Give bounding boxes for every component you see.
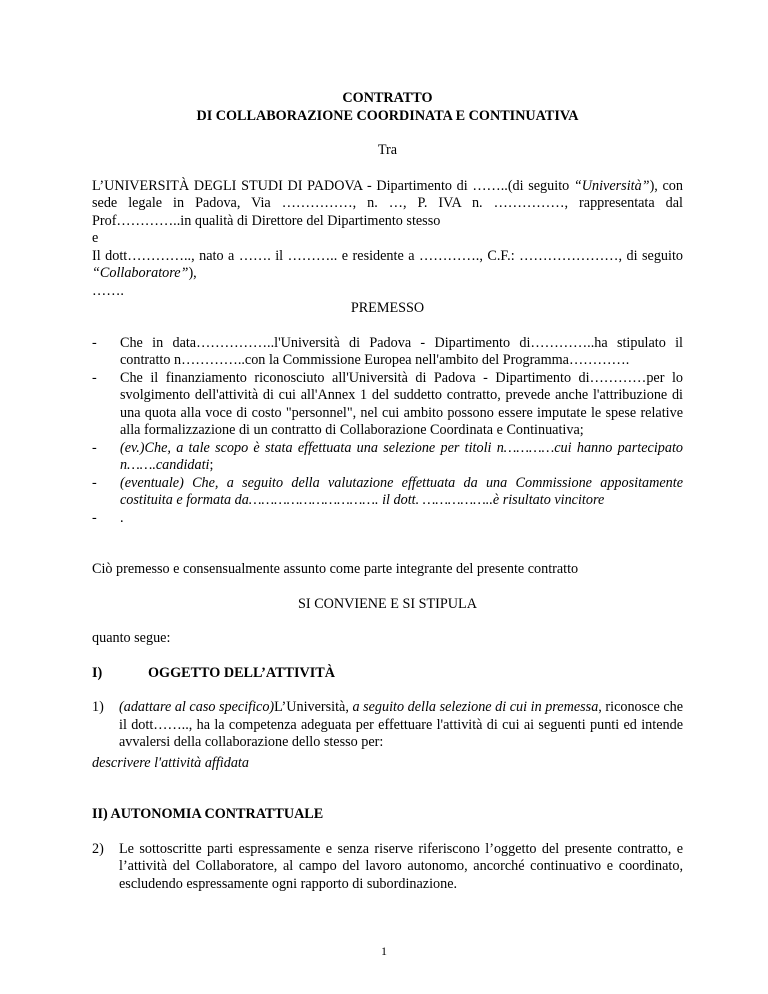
list-item <box>92 335 683 370</box>
title-line-2: DI COLLABORAZIONE COORDINATA E CONTINUATIVA <box>196 107 579 124</box>
premesso-list <box>92 335 683 528</box>
ellipsis-line: ……. <box>92 282 124 299</box>
list-dash: - <box>92 369 97 386</box>
quanto-segue-text: quanto segue: <box>92 630 171 646</box>
si-conviene-heading: SI CONVIENE E SI STIPULA <box>298 595 477 612</box>
list-dash: - <box>92 474 97 491</box>
clause-1-text: L’Università, <box>274 699 353 715</box>
list-item-text: Che il finanziamento riconosciuto all'Università di Padova - Dipartimento di…………per lo svolgimento dell'attività di cui all'Annex 1 del suddetto contratto, prevede anche l'attribuzione di una quota alla voce di costo "personnel", nel cui ambito possono essere imputate le spese relative alla formalizzazione di un contratto di Collaborazione Coordinata e Continuativa; <box>120 369 683 438</box>
premesso-heading: PREMESSO <box>350 300 425 316</box>
list-item-text: (ev.)Che, a tale scopo è stata effettuata una selezione per titoli n…………cui hanno partecipato n…….candidati <box>120 439 683 473</box>
list-item <box>92 370 683 440</box>
section-1-number: I) <box>92 664 103 681</box>
party-collaborator-text: Il dott………….., nato a ……. il ……….. e residente a …………., C.F.: …………………, di seguito <box>92 247 683 264</box>
section-1-title: OGGETTO DELL’ATTIVITÀ <box>148 664 335 681</box>
party-university-text: L’UNIVERSITÀ DEGLI STUDI DI PADOVA - Dipartimento di ……..(di seguito <box>92 177 574 194</box>
clause-1-number: 1) <box>92 699 104 715</box>
clause-2-text: Le sottoscritte parti espressamente e senza riserve riferiscono l’oggetto del presente contratto, e l’attività del Collaboratore, al campo del lavoro autonomo, ancorché continuativo e coordinato, escludendo espressamente ogni rapporto di subordinazione. <box>119 840 683 892</box>
title-line-1: CONTRATTO <box>342 90 433 106</box>
party-collaborator-text-2: ), <box>188 265 197 281</box>
party-university <box>92 178 683 231</box>
list-item-text: (eventuale) Che, a seguito della valutazione effettuata da una Commissione appositamente costituita e formata da…………………………. il dott. ……………..è risultato vincitore <box>120 474 683 508</box>
clause-2 <box>92 841 683 894</box>
list-dash: - <box>92 509 97 526</box>
list-item-text: . <box>120 509 124 526</box>
list-dash: - <box>92 334 97 351</box>
list-dash: - <box>92 439 97 456</box>
party-university-alias: “Università” <box>573 177 650 194</box>
list-item-text: Che in data……………..l'Università di Padova - Dipartimento di…………..ha stipulato il contratto n…………..con la Commissione Europea nell'ambito del Programma…………. <box>120 334 683 368</box>
party-collaborator-alias: “Collaboratore” <box>92 265 189 281</box>
clause-1 <box>92 699 683 752</box>
party-university-text-2: ), con sede legale in Padova, Via ……………, n. …, P. IVA n. ……………, rappresentata dal Prof…………..in qualità di Direttore del Dipartimento stesso <box>92 177 683 229</box>
party-collaborator <box>92 248 683 283</box>
section-1-heading <box>92 665 683 683</box>
list-item <box>92 440 683 475</box>
section-2-heading: II) AUTONOMIA CONTRATTUALE <box>92 806 324 822</box>
page-number: 1 <box>381 944 387 958</box>
clause-1-note: (adattare al caso specifico) <box>119 699 275 715</box>
list-item <box>92 510 683 528</box>
list-item <box>92 475 683 510</box>
and-label: e <box>92 230 99 246</box>
clause-1-text-2: , riconosce che il dott…….., ha la competenza adeguata per effettuare l'attività di cui ai seguenti punti ed intende avvalersi della collaborazione dello stesso per: <box>119 699 684 750</box>
clause-2-number: 2) <box>92 840 104 857</box>
list-item-tail: ; <box>209 457 214 473</box>
clause-1-italic: a seguito della selezione di cui in premessa <box>352 699 599 715</box>
activity-description: descrivere l'attività affidata <box>92 754 249 771</box>
tra-label: Tra <box>377 142 398 158</box>
cio-premesso-text: Ciò premesso e consensualmente assunto come parte integrante del presente contratto <box>92 561 579 577</box>
